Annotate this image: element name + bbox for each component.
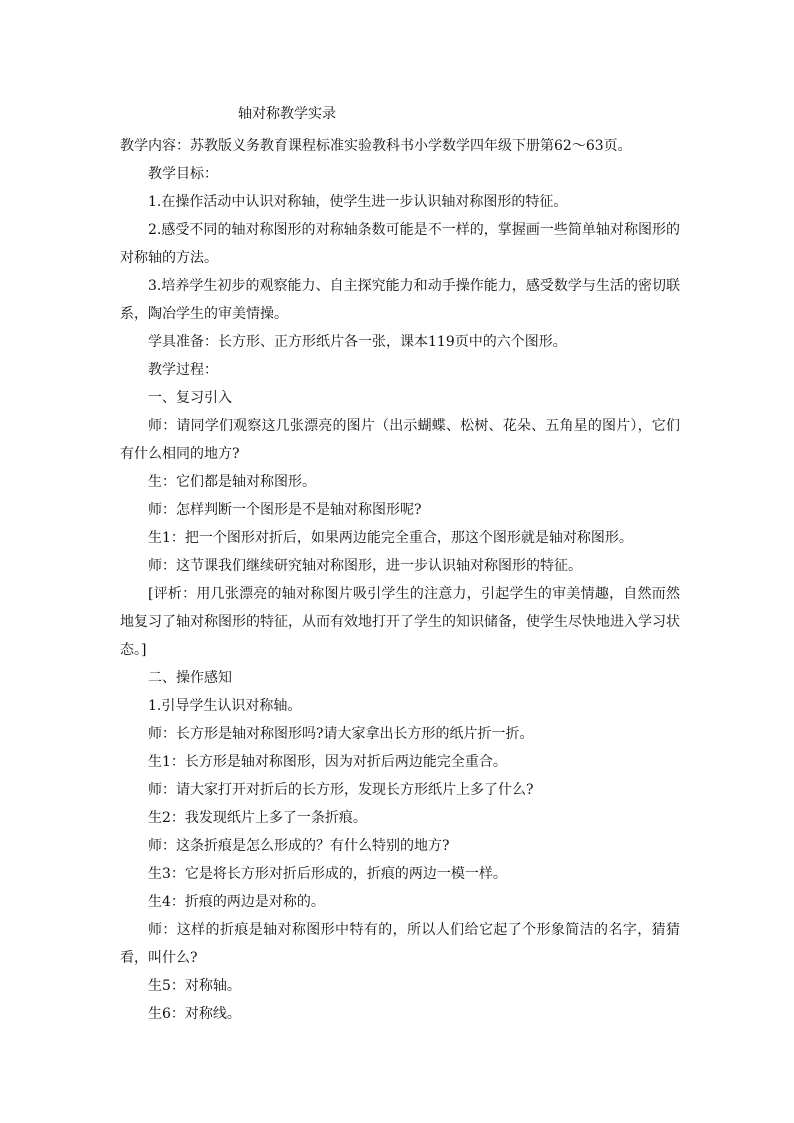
dialogue-line: 生5：对称轴。 <box>148 978 241 994</box>
goal-1: 1.在操作活动中认识对称轴，使学生进一步认识轴对称图形的特征。 <box>148 194 568 210</box>
dialogue-line: 生2：我发现纸片上多了一条折痕。 <box>148 810 367 826</box>
materials: 学具准备：长方形、正方形纸片各一张，课本119页中的六个图形。 <box>148 334 567 350</box>
teaching-content: 教学内容：苏教版义务教育课程标准实验教科书小学数学四年级下册第62～63页。 <box>120 138 632 154</box>
dialogue-line: 师：请同学们观察这几张漂亮的图片（出示蝴蝶、松树、花朵、五角星的图片），它们有什么相同的地方? <box>120 418 680 462</box>
subsection-heading: 1.引导学生认识对称轴。 <box>148 698 302 714</box>
commentary: [评析：用几张漂亮的轴对称图片吸引学生的注意力，引起学生的审美情趣，自然而然地复习了轴对称图形的特征，从而有效地打开了学生的知识储备，使学生尽快地进入学习状态。] <box>120 586 680 658</box>
dialogue-line: 生：它们都是轴对称图形。 <box>148 474 316 490</box>
goal-2: 2.感受不同的轴对称图形的对称轴条数可能是不一样的，掌握画一些简单轴对称图形的对称轴的方法。 <box>120 222 680 266</box>
dialogue-line: 师：这节课我们继续研究轴对称图形，进一步认识轴对称图形的特征。 <box>148 558 582 574</box>
dialogue-line: 师：长方形是轴对称图形吗?请大家拿出长方形的纸片折一折。 <box>148 726 534 742</box>
dialogue-line: 师：怎样判断一个图形是不是轴对称图形呢? <box>148 502 422 518</box>
dialogue-line: 生4：折痕的两边是对称的。 <box>148 894 325 910</box>
section-1-heading: 一、复习引入 <box>148 390 232 406</box>
process-heading: 教学过程： <box>148 362 218 378</box>
dialogue-line: 师：请大家打开对折后的长方形，发现长方形纸片上多了什么? <box>148 782 534 798</box>
dialogue-line: 生1：长方形是轴对称图形，因为对折后两边能完全重合。 <box>148 754 507 770</box>
dialogue-line: 师：这条折痕是怎么形成的？有什么特别的地方? <box>148 838 450 854</box>
goal-3: 3.培养学生初步的观察能力、自主探究能力和动手操作能力，感受数学与生活的密切联系，陶冶学生的审美情操。 <box>120 278 680 322</box>
section-2-heading: 二、操作感知 <box>148 670 232 686</box>
document-body <box>120 132 680 1028</box>
dialogue-line: 生1：把一个图形对折后，如果两边能完全重合，那这个图形就是轴对称图形。 <box>148 530 633 546</box>
teaching-goals-heading: 教学目标： <box>148 166 218 182</box>
dialogue-line: 师：这样的折痕是轴对称图形中特有的，所以人们给它起了个形象简洁的名字，猜猜看，叫什么? <box>120 922 680 966</box>
dialogue-line: 生3：它是将长方形对折后形成的，折痕的两边一模一样。 <box>148 866 507 882</box>
dialogue-line: 生6：对称线。 <box>148 1006 241 1022</box>
document-title: 轴对称教学实录 <box>238 106 336 122</box>
